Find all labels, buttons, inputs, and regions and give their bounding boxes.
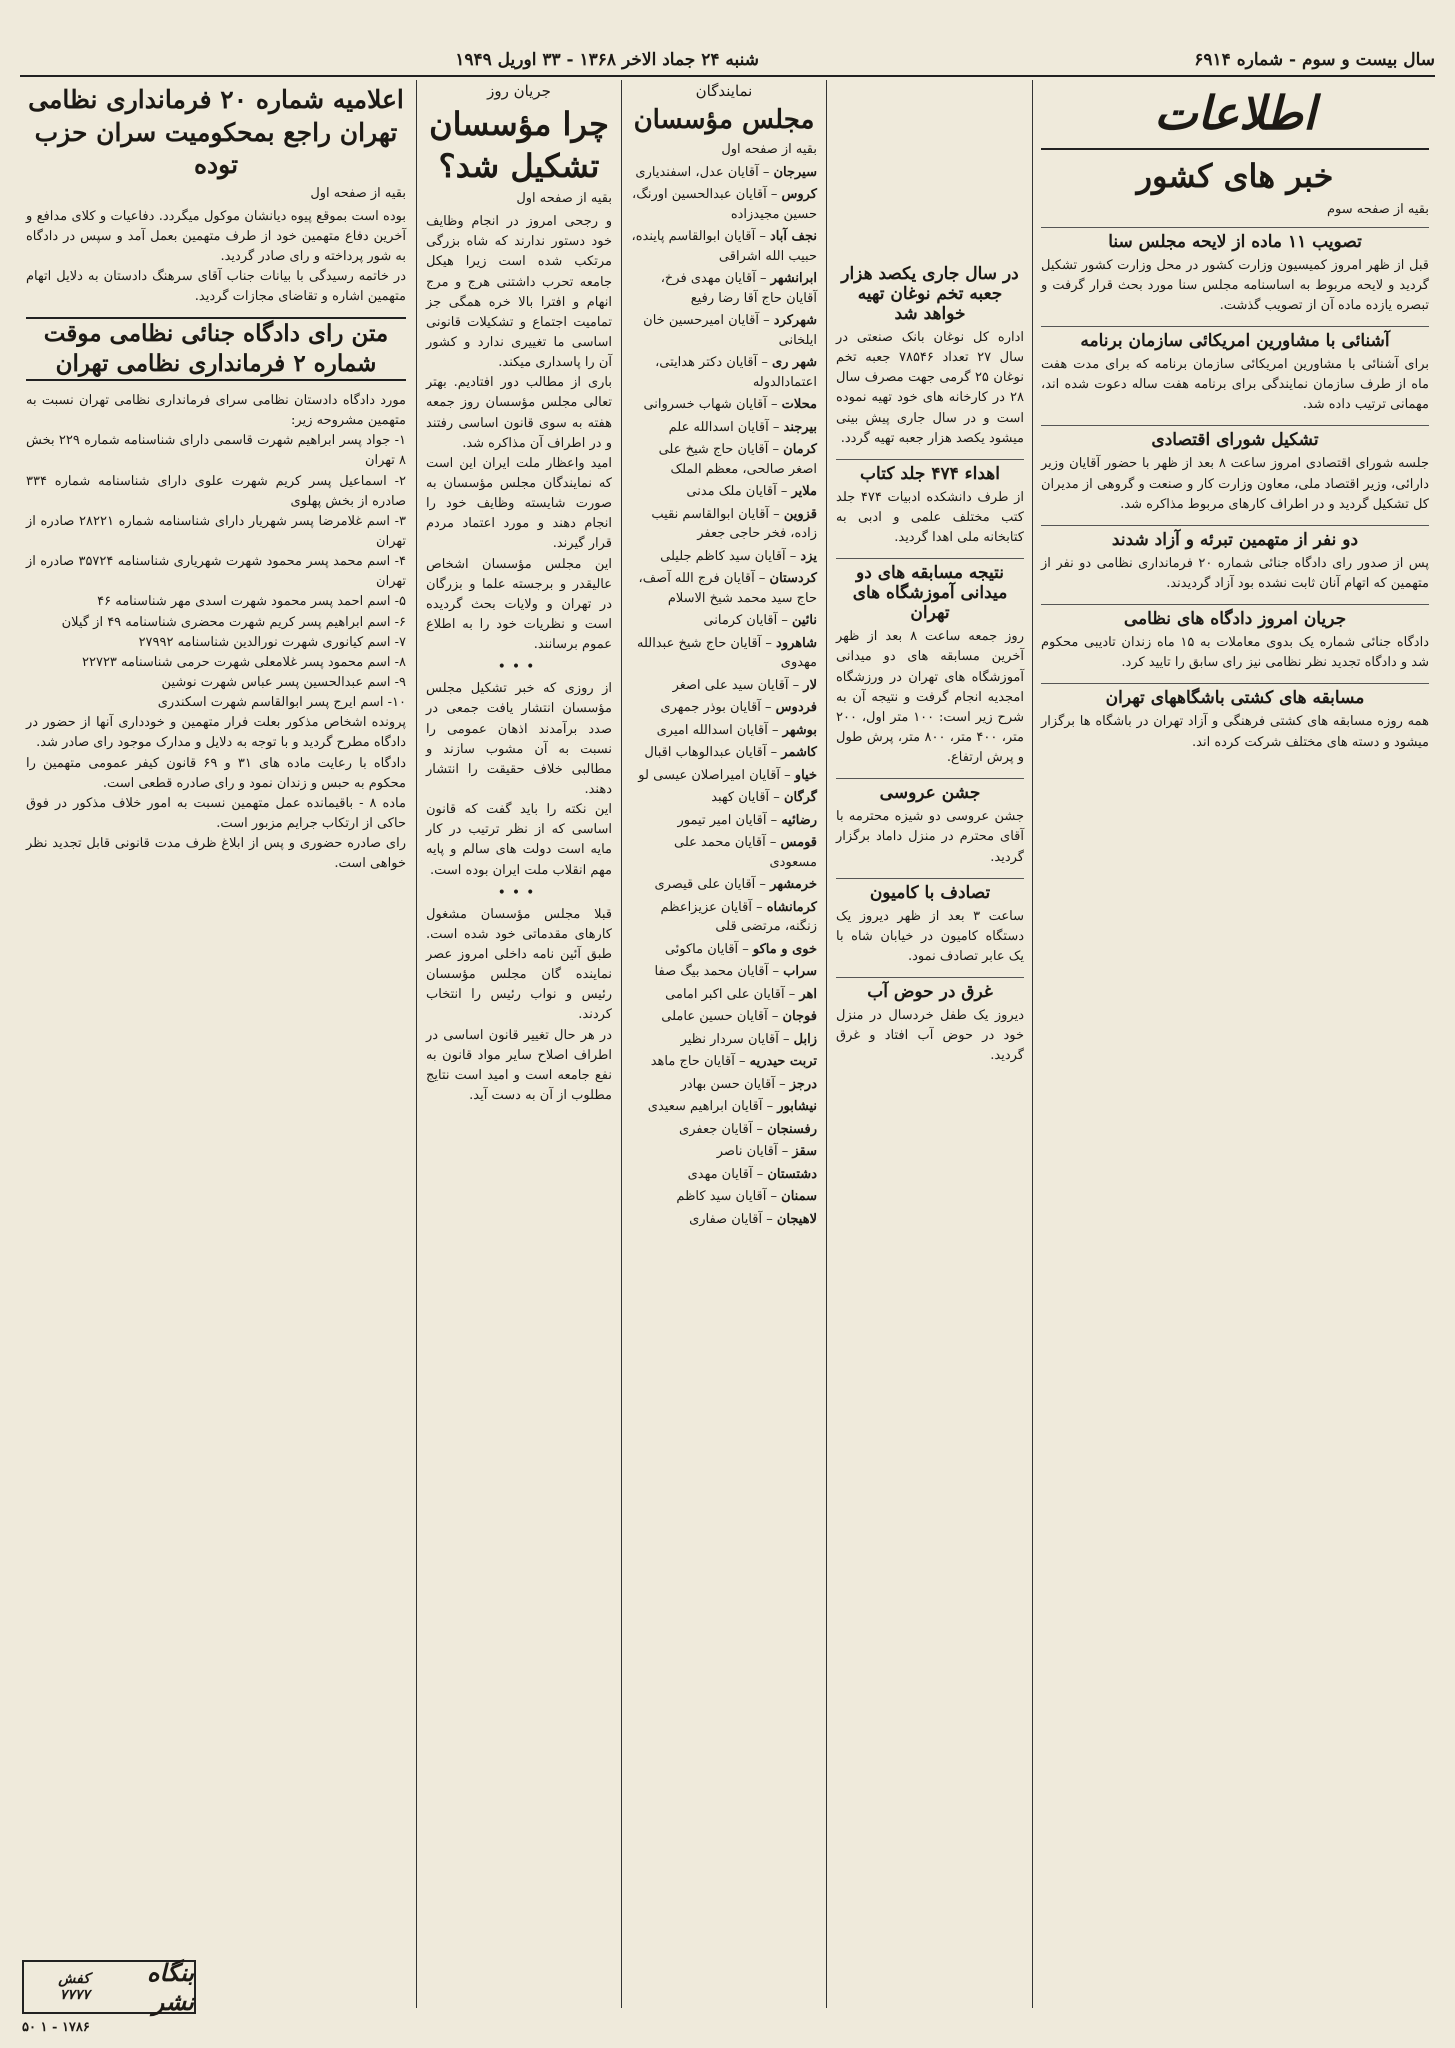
representative-names: آقایان سید علی اصغر	[672, 677, 789, 693]
article-text: پس از صدور رای دادگاه جنائی شماره ۲۰ فرمانداری نظامی دو نفر از متهمین که اتهام آنان ثابت نشده بود آزاد گردیدند.	[1041, 555, 1429, 591]
representative-names: آقایان سید کاظم	[676, 1189, 767, 1205]
issue-number: سال بیست و سوم - شماره ۶۹۱۴	[1194, 50, 1435, 70]
region-name: بیرجند	[783, 419, 817, 435]
representative-names: آقایان ابوالقاسم پاینده، حبیب الله اشراقی	[631, 229, 817, 264]
separator: •••	[497, 884, 541, 901]
region-name: قومس	[780, 835, 817, 851]
article-text: مورد دادگاه دادستان نظامی سرای فرمانداری نظامی تهران نسبت به متهمین مشروحه زیر:	[26, 392, 406, 429]
defendant-list	[26, 431, 406, 713]
representative-names: آقایان ابوالقاسم نقیب زاده، فخر حاجی جعفر	[651, 506, 817, 542]
defendant-entry: ۴- اسم محمد پسر محمود شهرت شهریاری شناسنامه ۳۵۷۲۴ صادره از تهران	[26, 554, 406, 590]
region-name: دشتستان	[767, 1166, 817, 1182]
region-name: شاهرود	[776, 635, 817, 651]
representative-names: آقایان کرمانی	[703, 613, 778, 629]
article-text: از روزی که خبر تشکیل مجلس مؤسسان انتشار یافت جمعی در صدد برآمدند اذهان عمومی را نسبت به آن مشوب سازند و مطالبی خلاف حقیقت را انتشار دهند.	[426, 681, 612, 797]
issue-date: شنبه ۲۴ جماد الاخر ۱۳۶۸ - ۳۳ اوریل ۱۹۴۹	[455, 50, 760, 70]
article-text: همه روزه مسابقه های کشتی فرهنگی و آزاد تهران در باشگاه ها برگزار میشود و دسته های مختلف شرکت کرده اند.	[1041, 714, 1429, 750]
representative-names: آقایان امیرحسین خان ایلخانی	[643, 313, 817, 348]
article-text: قبلا مجلس مؤسسان مشغول کارهای مقدماتی خود شده است. طبق آئین نامه داخلی امروز عصر نماینده گان مجلس مؤسسان رئیس و نواب رئیس را انتخاب کردند.	[426, 906, 612, 1023]
defendant-entry: ۷- اسم کیانوری شهرت نورالدین شناسنامه ۲۷۹۹۲	[138, 634, 406, 650]
defendant-entry: ۲- اسماعیل پسر کریم شهرت علوی دارای شناسنامه شماره ۳۳۴ صادره از بخش پهلوی	[26, 473, 406, 509]
verdict-title: متن رای دادگاه جنائی نظامی موقت شماره ۲ فرمانداری نظامی تهران	[26, 317, 406, 381]
region-name: سیرجان	[773, 164, 817, 180]
defendant-entry: ۱۰- اسم ایرج پسر ابوالقاسم شهرت اسکندری	[157, 695, 406, 711]
region-name: لار	[803, 677, 817, 693]
region-entry: محلات – آقایان شهاب خسروانی	[643, 397, 817, 413]
region-entry: لاهیجان – آقایان صفاری	[689, 1211, 817, 1227]
representative-names: آقایان کهبد	[711, 790, 770, 806]
separator: •••	[497, 659, 541, 676]
region-entry: زابل – آقایان سردار نظیر	[680, 1031, 817, 1047]
representative-names: آقایان حسین عاملی	[661, 1009, 768, 1025]
region-entry: نجف آباد – آقایان ابوالقاسم پاینده، حبیب الله اشراقی	[631, 229, 817, 264]
region-entry: بوشهر – آقایان اسدالله امیری	[656, 722, 817, 738]
defendant-entry: ۸- اسم محمود پسر غلامعلی شهرت حرمی شناسنامه ۲۲۷۲۳	[82, 654, 406, 670]
announcement-title: اعلامیه شماره ۲۰ فرمانداری نظامی تهران راجع بمحکومیت سران حزب توده	[28, 85, 404, 179]
representative-names: آقایان بوذر جمهری	[660, 700, 761, 716]
article-text: باری از مطالب دور افتادیم. بهتر تعالی مجلس مؤسسان روز جمعه هفته به سوی قانون اساسی رفتند و در اطراف آن مذاکره شد.	[426, 375, 612, 451]
region-entry: سیرجان – آقایان عدل، اسفندیاری	[635, 164, 817, 180]
region-entry: خوی و ماکو – آقایان ماکوئی	[664, 941, 817, 957]
region-entry: بیرجند – آقایان اسدالله علم	[668, 419, 817, 435]
article-text: دیروز یک طفل خردسال در منزل خود در حوض آب افتاد و غرق گردید.	[836, 1008, 1024, 1064]
region-name: خیاو	[794, 767, 817, 783]
region-name: ملایر	[791, 484, 817, 500]
defendant-entry: ۶- اسم ابراهیم پسر کریم شهرت محضری شناسنامه ۴۹ از گیلان	[61, 614, 406, 630]
region-name: کروس	[781, 187, 817, 203]
article-text: از طرف دانشکده ادبیات ۴۷۴ جلد کتب مختلف علمی و ادبی به کتابخانه ملی اهدا گردید.	[836, 489, 1024, 546]
region-entry: تربت حیدریه – آقایان حاج ماهد	[650, 1054, 817, 1070]
region-name: نیشابور	[777, 1099, 817, 1115]
representative-names: آقایان مهدی فرخ، آقایان حاج آقا رضا رفیع	[660, 271, 817, 306]
region-entry: درجز – آقایان حسن بهادر	[680, 1076, 817, 1092]
headline: مسابقه های کشتی باشگاههای تهران	[1041, 683, 1429, 708]
region-name: کردستان	[769, 571, 817, 587]
representative-names: آقایان عبدالوهاب اقبال	[644, 745, 767, 761]
region-entry: ابرانشهر – آقایان مهدی فرخ، آقایان حاج آقا رضا رفیع	[660, 271, 817, 306]
representative-names: آقایان جعفری	[679, 1121, 753, 1137]
representative-names: آقایان عزیزاعظم زنگنه، مرتضی قلی	[660, 899, 817, 935]
region-name: شهرکرد	[773, 313, 817, 329]
region-entry: فردوس – آقایان بوذر جمهری	[660, 700, 817, 716]
region-name: یزد	[800, 548, 817, 564]
region-entry: شهر ری – آقایان دکتر هدایتی، اعتمادالدوله	[655, 355, 817, 390]
representative-names: آقایان اسدالله امیری	[656, 722, 768, 738]
section-kicker: نمایندگان	[695, 82, 753, 100]
region-name: لاهیجان	[776, 1211, 817, 1227]
region-entry: یزد – آقایان سید کاظم جلیلی	[660, 548, 817, 564]
region-list	[631, 163, 817, 1230]
headline: دو نفر از متهمین تبرئه و آزاد شدند	[1041, 525, 1429, 550]
region-entry: خرمشهر – آقایان علی قیصری	[654, 877, 817, 893]
continued-note: بقیه از صفحه اول	[310, 185, 406, 201]
region-entry: لار – آقایان سید علی اصغر	[672, 677, 817, 693]
region-name: نجف آباد	[770, 229, 817, 245]
column-rule	[621, 80, 622, 2008]
region-entry: نائین – آقایان کرمانی	[703, 613, 817, 629]
representative-names: آقایان حاج شیخ علی اصغر صالحی، معظم الملک	[658, 442, 817, 477]
advertisement-box	[22, 1960, 196, 2014]
region-name: ابرانشهر	[770, 271, 817, 287]
representative-names: آقایان امیراصلان عیسی لو	[638, 767, 781, 783]
article-text: بوده است بموقع پیوه دیانشان موکول میگردد. دفاعیات و کلای مدافع و آخرین دفاع متهمین خود از طرف متهمین بعمل آمد و سپس در دادگاه به شور پرداخته و رای صادر گردید.	[26, 208, 406, 264]
region-name: گرگان	[783, 790, 817, 806]
region-name: کاشمر	[781, 745, 817, 761]
article-text: در خاتمه رسیدگی با بیانات جناب آقای سرهنگ دادستان به دلایل اتهام متهمین اشاره و تقاضای مجازات گردید.	[26, 268, 406, 305]
article-text: قبل از ظهر امروز کمیسیون وزارت کشور در محل وزارت کشور تشکیل گردید و لایحه مربوط به اساسنامه مجلس سنا مورد بحث قرار گرفت و تبصره یازده ماده آن از تصویب گذشت.	[1041, 257, 1429, 313]
region-entry: کرمانشاه – آقایان عزیزاعظم زنگنه، مرتضی قلی	[660, 899, 817, 935]
region-entry: نیشابور – آقایان ابراهیم سعیدی	[647, 1099, 817, 1115]
region-entry: قومس – آقایان محمد علی مسعودی	[673, 835, 817, 870]
article-text: دادگاه جنائی شماره یک بدوی معاملات به ۱۵ ماه زندان تادیبی محکوم شد و دادگاه تجدید نظر نظامی نیز رای سابق را تایید کرد.	[1041, 635, 1429, 671]
defendant-entry: ۵- اسم احمد پسر محمود شهرت اسدی مهر شناسنامه ۴۶	[97, 594, 406, 610]
article-text: پرونده اشخاص مذکور بعلت فرار متهمین و خودداری آنها از حضور در دادگاه مطرح گردید و با توجه به دلایل و مدارک موجود رای صادر شد.	[26, 715, 406, 751]
region-name: سقز	[792, 1144, 817, 1160]
article-text: رای صادره حضوری و پس از ابلاغ ظرف مدت قانونی قابل تجدید نظر خواهی است.	[26, 836, 406, 872]
representative-names: آقایان صفاری	[689, 1211, 763, 1227]
representative-names: آقایان محمد علی مسعودی	[673, 835, 817, 870]
headline: در سال جاری یکصد هزار جعبه تخم نوغان تهیه خواهد شد	[841, 264, 1019, 324]
region-entry: فوجان – آقایان حسین عاملی	[661, 1009, 817, 1025]
region-name: زابل	[793, 1031, 817, 1047]
representative-names: آقایان علی اکبر امامی	[665, 986, 785, 1002]
section-title: مجلس مؤسسان	[633, 105, 815, 135]
region-name: سمنان	[781, 1189, 817, 1205]
region-entry: رفسنجان – آقایان جعفری	[679, 1121, 817, 1137]
representative-names: آقایان اسدالله علم	[668, 419, 769, 435]
region-name: فردوس	[775, 700, 817, 716]
headline: جشن عروسی	[836, 778, 1024, 803]
defendant-entry: ۳- اسم غلامرضا پسر شهریار دارای شناسنامه شماره ۲۸۲۲۱ صادره از تهران	[26, 513, 406, 549]
headline: آشنائی با مشاورین امریکائی سازمان برنامه	[1041, 326, 1429, 351]
region-entry: سقز – آقایان ناصر	[716, 1144, 817, 1160]
representative-names: آقایان ملک مدنی	[686, 484, 777, 500]
region-entry: گرگان – آقایان کهبد	[711, 790, 817, 806]
region-entry: قزوین – آقایان ابوالقاسم نقیب زاده، فخر حاجی جعفر	[651, 506, 817, 542]
column-representatives	[625, 80, 823, 2008]
region-entry: سمنان – آقایان سید کاظم	[676, 1189, 817, 1205]
headline: نتیجه مسابقه های دو میدانی آموزشگاه های تهران	[836, 558, 1024, 623]
headline: اهداء ۴۷۴ جلد کتاب	[836, 459, 1024, 484]
region-entry: کاشمر – آقایان عبدالوهاب اقبال	[644, 745, 817, 761]
region-entry: کردستان – آقایان فرج الله آصف، حاج سید محمد شیخ الاسلام	[638, 571, 817, 606]
column-rule	[826, 80, 827, 2008]
region-name: قزوین	[783, 506, 817, 522]
region-name: رفسنجان	[767, 1121, 817, 1137]
headline: جریان امروز دادگاه های نظامی	[1041, 604, 1429, 629]
region-entry: شاهرود – آقایان حاج شیخ عبدالله مهدوی	[637, 635, 817, 671]
region-entry: سراب – آقایان محمد بیگ صفا	[654, 964, 817, 980]
region-name: کرمان	[783, 442, 817, 458]
region-name: کرمانشاه	[766, 899, 817, 915]
region-entry: خیاو – آقایان امیراصلان عیسی لو	[638, 767, 817, 783]
region-name: محلات	[781, 397, 817, 413]
representative-names: آقایان شهاب خسروانی	[643, 397, 767, 413]
article-text: این مجلس مؤسسان اشخاص عالیقدر و برجسته علما و بزرگان در تهران و ولایات بحث گردیده است و نظریات خود را به اطلاع عموم برسانند.	[426, 556, 612, 653]
article-text: دادگاه با رعایت ماده های ۳۱ و ۶۹ قانون کیفر عمومی متهمین را محکوم به حبس و زندان نمود و رای صادره قطعی است.	[26, 755, 407, 791]
representative-names: آقایان حسن بهادر	[680, 1076, 775, 1092]
representative-names: آقایان حاج شیخ عبدالله مهدوی	[637, 635, 817, 671]
region-entry: کروس – آقایان عبدالحسین اورنگ، حسین مجیدزاده	[632, 187, 817, 222]
advertisement-text: بنگاه نشر	[146, 1958, 194, 2016]
headline: غرق در حوض آب	[836, 977, 1024, 1002]
representative-names: آقایان ناصر	[716, 1144, 778, 1160]
article-text: این نکته را باید گفت که قانون اساسی که از نظر ترتیب در کار مایه است دولت های سالم و پایه مهم انقلاب ملت ایران بوده است.	[426, 802, 612, 878]
editorial-title: چرا مؤسسان تشکیل شد؟	[429, 105, 609, 185]
region-name: شهر ری	[771, 355, 817, 371]
region-entry: دشتستان – آقایان مهدی	[687, 1166, 817, 1182]
region-entry: رضائیه – آقایان امیر تیمور	[677, 812, 817, 828]
region-entry: ملایر – آقایان ملک مدنی	[686, 484, 817, 500]
representative-names: آقایان سردار نظیر	[680, 1031, 779, 1047]
article-text: ماده ۸ - باقیمانده عمل متهمین نسبت به امور خلاف مذکور در فوق حاکی از ارتکاب جرایم مزبور است.	[26, 795, 406, 831]
article-text: امید واعظار ملت ایران این است که نمایندگان مجلس مؤسسان به صورت شایسته وظایف خود را انجام دهند و مورد اعتماد مردم قرار گیرند.	[426, 455, 612, 552]
representative-names: آقایان علی قیصری	[654, 877, 756, 893]
region-name: تربت حیدریه	[749, 1054, 817, 1070]
region-name: خرمشهر	[770, 877, 817, 893]
representative-names: آقایان ابراهیم سعیدی	[647, 1099, 763, 1115]
article-text: روز جمعه ساعت ۸ بعد از ظهر آخرین مسابقه های دو میدانی آموزشگاه های تهران در ورزشگاه امجدیه انجام گرفت و نتیجه آن به شرح زیر است: ۱۰۰ متر اول، ۲۰۰ متر، ۴۰۰ متر، ۸۰۰ متر، پرش طول و پرش ارتفاع.	[836, 629, 1024, 766]
representative-names: آقایان عدل، اسفندیاری	[635, 164, 759, 180]
representative-names: آقایان دکتر هدایتی، اعتمادالدوله	[655, 355, 817, 390]
article-text: جشن عروسی دو شیزه محترمه با آقای محترم در منزل داماد برگزار گردید.	[836, 809, 1024, 865]
country-news-title: خبر های کشور	[1041, 148, 1429, 198]
column-rule	[416, 80, 417, 2008]
representative-names: آقایان حاج ماهد	[650, 1054, 735, 1070]
representative-names: آقایان مهدی	[687, 1166, 753, 1182]
headline: تصویب ۱۱ ماده از لایحه مجلس سنا	[1041, 227, 1429, 252]
region-name: درجز	[789, 1076, 817, 1092]
article-text: ساعت ۳ بعد از ظهر دیروز یک دستگاه کامیون در خیابان شاه با یک عابر تصادف نمود.	[836, 908, 1024, 964]
region-entry: اهر – آقایان علی اکبر امامی	[665, 986, 817, 1002]
representative-names: آقایان ماکوئی	[664, 941, 739, 957]
continued-note: بقیه از صفحه اول	[516, 191, 612, 207]
article-text: جلسه شورای اقتصادی امروز ساعت ۸ بعد از ظهر با حضور آقایان وزیر دارائی، وزیر اقتصاد ملی، معاون وزارت کار و صنعت و گروهی از مدیران کل تشکیل گردید و در اطراف کارهای مربوط مذاکره شد.	[1041, 456, 1429, 512]
region-name: فوجان	[782, 1009, 817, 1025]
continued-note: بقیه از صفحه اول	[721, 141, 817, 157]
region-entry: کرمان – آقایان حاج شیخ علی اصغر صالحی، معظم الملک	[658, 442, 817, 477]
region-name: اهر	[799, 986, 817, 1002]
article-text: برای آشنائی با مشاورین امریکائی سازمان برنامه که برای مدت هفت ماه از طرف سازمان نمایندگی برای برنامه هفت ساله دعوت شده اند، مهمانی ترتیب داده شد.	[1041, 357, 1429, 413]
region-name: سراب	[783, 964, 817, 980]
article-text: و رجحی امروز در انجام وظایف خود دستور ندارند که شاه بزرگی مرتکب شده است زیرا هیکل جامعه تحرب داشتنی هرج و مرج انهام و افترا بالا خره همگی جز تمامیت اجتماع و تشکیلات قانونی اساسی ما تغییری ندارد و کشور آن را پاسداری میکند.	[426, 214, 612, 371]
page-code: ۱۷۸۶ - ۱ ۵۰	[22, 2020, 90, 2035]
region-name: نائین	[791, 613, 817, 629]
representative-names: آقایان محمد بیگ صفا	[654, 964, 769, 980]
section-kicker: جریان روز	[487, 82, 551, 100]
representative-names: آقایان امیر تیمور	[677, 812, 767, 828]
region-name: بوشهر	[782, 722, 817, 738]
masthead	[20, 45, 1435, 77]
headline: تشکیل شورای اقتصادی	[1041, 425, 1429, 450]
advertisement-sub: کفش ۷۷۷۷	[58, 1971, 90, 2003]
column-announcement	[20, 80, 412, 2008]
column-country-news	[1035, 80, 1435, 2008]
headline: تصادف با کامیون	[836, 878, 1024, 903]
article-text: در هر حال تغییر قانون اساسی در اطراف اصلاح سایر مواد قانون به نفع جامعه است و امید است نتایج مطلوب از آن به دست آید.	[426, 1027, 612, 1103]
article-text: اداره کل نوغان بانک صنعتی در سال ۲۷ تعداد ۷۸۵۴۶ جعبه تخم نوغان ۲۵ گرمی جهت مصرف سال ۲۸ در کارخانه های خود تهیه نموده است و در سال جاری پیش بینی میشود یکصد هزار جعبه تهیه گردد.	[836, 330, 1024, 446]
representative-names: آقایان سید کاظم جلیلی	[660, 548, 786, 564]
region-name: رضائیه	[781, 812, 817, 828]
representative-names: آقایان فرج الله آصف، حاج سید محمد شیخ الاسلام	[638, 571, 817, 606]
newspaper-logo: اطلاعات	[1154, 86, 1316, 140]
representative-names: آقایان عبدالحسین اورنگ، حسین مجیدزاده	[632, 187, 817, 222]
region-name: خوی و ماکو	[752, 941, 817, 957]
region-entry: شهرکرد – آقایان امیرحسین خان ایلخانی	[643, 313, 817, 348]
continued-note: بقیه از صفحه سوم	[1326, 201, 1429, 217]
defendant-entry: ۹- اسم عبدالحسین پسر عباس شهرت نوشین	[161, 674, 406, 690]
column-rule	[1032, 80, 1033, 2008]
column-local-news	[830, 250, 1030, 2008]
defendant-entry: ۱- جواد پسر ابراهیم شهرت قاسمی دارای شناسنامه شماره ۲۲۹ بخش ۸ تهران	[26, 433, 406, 469]
column-editorial	[420, 80, 618, 2008]
